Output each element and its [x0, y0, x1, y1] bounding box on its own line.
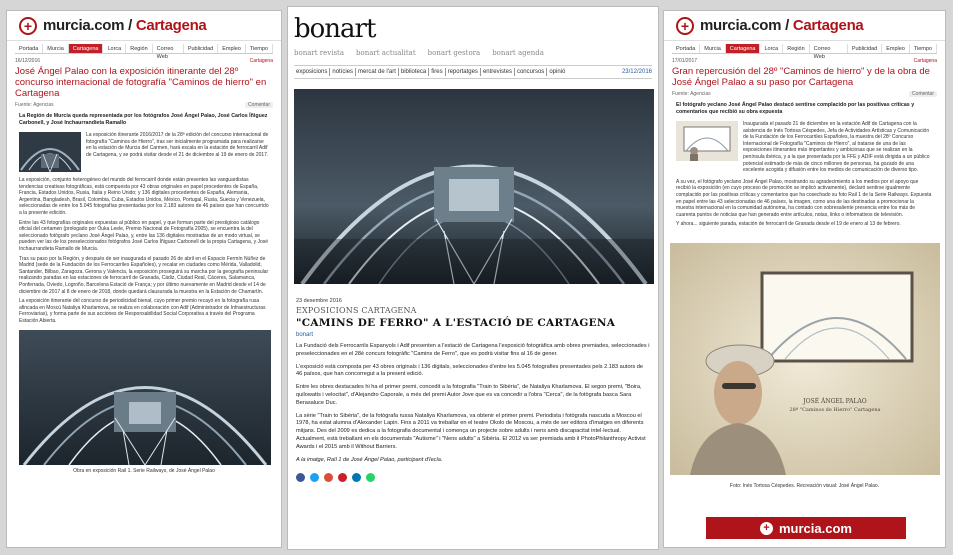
- nav-item[interactable]: reportatges: [446, 68, 481, 76]
- nav-item[interactable]: biblioteca: [399, 68, 429, 76]
- article-paragraph: La exposición, conjunto heterogéneo del mundo del ferrocarril donde están presentes las vanguardistas tendencias creativas fotográficas, está compuesta por 43 obras originales en papel procedentes de España, Francia, Estados Unidos, Rusia, Italia y Reino Unido; y 136 digitales procedentes de España, Alemania, Argentina, Bangladesh, Brasil, Colombia, Cuba, Estados Unidos, México, Portugal, Rusia, Suecia y Venezuela, seleccionadas de entre los 5.045 fotografías presentadas por los 2.183 autores de 46 países que han concurrido a la presente edición.: [19, 177, 269, 216]
- bonart-main-nav: [294, 65, 652, 79]
- intro-row: [19, 132, 269, 172]
- nav-item[interactable]: Portada: [672, 44, 700, 53]
- station-thumbnail: [19, 132, 81, 172]
- murcia-logo-icon: +: [19, 17, 37, 35]
- nav-item[interactable]: Publicidad: [184, 44, 218, 53]
- comment-button[interactable]: Comentar: [245, 102, 273, 108]
- article-paragraph: La Fundació dels Ferrocarrils Espanyols i Adif presenten a l'estació de Cartagena l'exposició fotogràfica amb obres premiades, seleccionades i preseleccionades en el 28è concurs fotogràfic "Camins de Ferro", que es podrà visitar fins al 16 de gener.: [296, 343, 650, 357]
- article-date: 23 desembre 2016: [296, 298, 342, 304]
- article-source-row: [15, 102, 273, 108]
- linkedin-icon[interactable]: [352, 473, 361, 482]
- portrait-caption: Foto: Inés Tortosa Céspedes. Recreación visual: José Ángel Palao.: [729, 482, 880, 489]
- twitter-icon[interactable]: [310, 473, 319, 482]
- site-logo[interactable]: murcia.com / Cartagena: [43, 17, 207, 34]
- article-meta: [15, 58, 273, 64]
- article-paragraph: Tras su paso por la Región, y después de ser inaugurada el pasado 26 de abril en el Espacio Fermín Núñez de Madrid (sede de la Fundación de los Ferrocarriles Españoles), y recalar en ciudades como Mérida, Valladolid, Santander, Bilbao, Zaragoza, Gerona y Valencia, la exposición proseguirá su marcha por la geografía peninsular realizando paradas en las estaciones de ferrocarril de Granada, Cádiz, Ciudad Real, Cáceres, Salamanca, Ponferrada, Oviedo, Logroño, Barcelona Estació de França; y por último nuevamente en Madrid desde el 14 de diciembre de 2017 al 8 de enero de 2018, donde quedará clausurada la muestra en la Estación de Chamartín.: [19, 255, 269, 295]
- article-meta: [672, 58, 937, 64]
- intro-row: [676, 121, 933, 174]
- bonart-logo[interactable]: bonart: [294, 14, 376, 44]
- main-nav: [672, 44, 937, 60]
- nav-item[interactable]: Tiempo: [246, 44, 273, 53]
- nav-item[interactable]: Tiempo: [910, 44, 937, 53]
- nav-item[interactable]: Lorca: [760, 44, 783, 53]
- bonart-header: [288, 7, 658, 47]
- article-title: Gran repercusión del 28º "Caminos de hierro" y de la obra de José Ángel Palao a su paso por Cartagena: [672, 66, 930, 88]
- article-paragraph: Inaugurada el pasado 21 de diciembre en la estación Adif de Cartagena con la asistencia de Inés Tortosa Céspedes, Jefa de Actividades Artísticas y Comunicación de la Fundación de los Ferrocarriles Españoles, la muestra del 28º Concurso Internacional de Fotografía "Caminos de Hierro", al tratarse de una de las exposiciones itinerantes más importantes y ambiciosas que se realizan en la península ibérica, y a la que presentada por la FFE y ADIF está dirigida a un público potencial estimado de más de cinco millones de personas, ha gozado de una excelente acogida y difusión entre los medios de comunicación de diverso tipo.: [743, 121, 930, 174]
- signature-subtitle: 28º "Caminos de Hierro" Cartagena: [789, 406, 881, 413]
- article-section[interactable]: Cartagena: [249, 58, 273, 64]
- article-paragraph: La exposición itinerante del concurso de periodicidad bienal, cuyo primer premio recayó en la fotografía rusa afincada en Moscú Nataliya Kharlamova, se realiza en colaboración con Adif (Administrador de Infraestructuras Ferroviarias), y forma parte de sus acciones de Responsabilidad Social Corporativa a través del Programa Estación Abierta.: [19, 298, 266, 324]
- murcia-article-left: [6, 10, 282, 548]
- photographer-portrait: [670, 243, 940, 475]
- banner-text: murcia.com: [779, 520, 852, 536]
- article-paragraph: Entre les obres destacades hi ha el primer premi, concedit a la fotografia "Train to Sibèria", de Nataliya Kharlamova. El segon premi, "Boira, quilowatts i velocitat", d'Alejandro Caporale, a més del premi Autor Jove que es va concedir a l'obra "Cerca", de la fotògrafa basca Sara Berasaluce Duc.: [296, 384, 642, 406]
- article-source: Fuente: Agencias: [672, 91, 711, 97]
- nav-item[interactable]: Lorca: [103, 44, 126, 53]
- signature-name: JOSÉ ÁNGEL PALAO: [803, 397, 867, 405]
- nav-item[interactable]: notícies: [330, 68, 356, 76]
- social-share: [296, 473, 650, 482]
- nav-item-active[interactable]: Cartagena: [726, 44, 761, 53]
- article-source-row: [672, 91, 937, 97]
- nav-date: 23/12/2016: [621, 69, 652, 75]
- comment-button[interactable]: Comentar: [909, 91, 937, 97]
- article-title: "CAMINS DE FERRO" A L'ESTACIÓ DE CARTAGENA: [296, 317, 616, 329]
- subnav-item[interactable]: bonart agenda: [492, 49, 544, 57]
- article-paragraph: L'exposició està composta per 43 obres originals i 136 digitals, seleccionades d'entre les 5.045 fotografies presentades pels 2.183 autors de 46 països, que han concorregut a la present edició.: [296, 363, 643, 378]
- nav-item[interactable]: concursos: [515, 68, 547, 76]
- nav-item[interactable]: Publicidad: [848, 44, 882, 53]
- article-date: 16/12/2016: [15, 58, 41, 64]
- facebook-icon[interactable]: [296, 473, 305, 482]
- subnav-item[interactable]: bonart gestora: [427, 49, 481, 57]
- site-header: [664, 11, 945, 41]
- article-category[interactable]: EXPOSICIONS CARTAGENA: [296, 306, 417, 315]
- nav-links: [294, 68, 567, 76]
- station-photo: [19, 330, 271, 465]
- article-paragraph: La exposición itinerante 2016/2017 de la 28ª edición del concurso internacional de fotografía "Caminos de Hierro", tras ser inicialmente programada para realizarse en la estación de Murcia del Carmen, hará escala en la estación de ferrocarril Adif de Cartagena, y se podrá visitar desde el 21 de diciembre al 19 de enero de 2017.: [86, 132, 269, 158]
- article-author[interactable]: bonart: [296, 332, 314, 338]
- murcia-logo-icon: +: [676, 17, 694, 35]
- site-header: [7, 11, 281, 41]
- photo-caption: Obra en exposición Rail 1. Serie Railways, de José Ángel Palao: [73, 468, 215, 475]
- murcia-logo-icon: +: [760, 522, 773, 535]
- article-paragraph: Entre las 43 fotografías originales expuestas al público en papel, y que forman parte del prestigioso catálogo oficial del certamen (prologado por Óuka Leele, Premio Nacional de Fotografía 2005), se encuentra la del seleccionado fotógrafo yeclano José Ángel Palao, y, entre las 136 digitales mostradas de un modo virtual, se pueden ver las de los preseleccionados fotógrafos José Carlos Íñiguez Carbonell de la propia Cartagena, y José Inchaurrandieta Ramallo de Murcia.: [19, 219, 269, 252]
- nav-item[interactable]: fires: [429, 68, 445, 76]
- article-date: 17/01/2017: [672, 58, 698, 64]
- nav-item[interactable]: Portada: [15, 44, 43, 53]
- article-paragraph: Y ahora... siguiente parada, estación de ferrocarril de Granada desde el 19 de enero al 13 de febrero.: [676, 221, 901, 228]
- article-source: Fuente: Agencias: [15, 102, 54, 108]
- article-paragraph: La sèrie "Train to Sibèria", de la fotògrafa russa Nataliya Kharlamova, va obtenir el primer premi. Periodista i fotògrafa nascuda a Moscou el 1978, ha estat alumna d'Alexander Lapin. Fins a 2011 va treballar en el teatre Okolo de Moscou, a més de ser editora d'imatges en diferents mitjans. Des del 2009 es dedica a la fotografia documental i comença un projecte sobre adults i nens amb discapacitat intel·lectual. Actualment, està treballant en els documentals "Autisme" i "Nens adults" a Sibèria. El 2012 va ser premiada amb il PhotoPhilanthropy Activist Awards i el 2015 amb il Without Barriers.: [296, 412, 646, 450]
- nav-item[interactable]: Murcia: [700, 44, 726, 53]
- main-nav: [15, 44, 273, 60]
- murcia-article-right: [663, 10, 946, 548]
- article-image-credit: A la imatge, Raïl 1 de José Ángel Palao, participant d'Iecla.: [296, 456, 443, 463]
- nav-item[interactable]: Región: [783, 44, 809, 53]
- subnav-item[interactable]: bonart revista: [294, 49, 345, 57]
- nav-item[interactable]: exposicions: [294, 68, 330, 76]
- nav-item[interactable]: Empleo: [882, 44, 910, 53]
- nav-item[interactable]: Murcia: [43, 44, 69, 53]
- article-paragraph: A su vez, el fotógrafo yeclano José Ángel Palao, mostrando su agradecimiento a los medios por el apoyo que recibió la exposición (en cuyo proceso de promoción se implicó activamente), declaró sentirse igualmente complacido por las positivas críticas y comentarios que ha cosechado su foto Rail 1 de la Serie Railways. Expuesta en papel entre las 43 seleccionadas de 46 países, la imagen, como una de las destinadas a promocionar la muestra internacional en la comunidad autónoma, ha contado con sobresaliente presencia entre los más de cuarenta puntos de noticias que han generado entre artículos, notas, links o informativos de televisión.: [676, 178, 932, 218]
- article-lead: El fotógrafo yeclano José Ángel Palao destacó sentirse complacido por las positivas críticas y comentarios que recibió su obra expuesta: [676, 102, 915, 115]
- nav-item-active[interactable]: Cartagena: [69, 44, 104, 53]
- subnav-item[interactable]: bonart actualitat: [356, 49, 416, 57]
- nav-item[interactable]: Empleo: [218, 44, 246, 53]
- nav-item[interactable]: mercat de l'art: [356, 68, 399, 76]
- site-logo[interactable]: murcia.com / Cartagena: [700, 17, 864, 34]
- nav-item[interactable]: Correo Web: [153, 44, 184, 53]
- nav-item[interactable]: entrevistes: [481, 68, 515, 76]
- murcia-banner[interactable]: [706, 517, 906, 539]
- nav-item[interactable]: Región: [126, 44, 152, 53]
- article-section[interactable]: Cartagena: [913, 58, 937, 64]
- nav-item[interactable]: Correo Web: [810, 44, 848, 53]
- exhibition-thumbnail: [676, 121, 738, 161]
- hero-photo: [294, 89, 654, 284]
- nav-item[interactable]: opinió: [549, 69, 566, 75]
- whatsapp-icon[interactable]: [366, 473, 375, 482]
- bonart-subnav: [288, 49, 658, 57]
- article-title: José Ángel Palao con la exposición itinerante del 28º concurso internacional de fotografía "Caminos de hierro" en Cartagena: [15, 66, 267, 99]
- article-lead: La Región de Murcia queda representada por los fotógrafos José Ángel Palao, José Carlos Íñiguez Carbonell, y José Inchaurrandieta Ramallo: [19, 113, 268, 126]
- pinterest-icon[interactable]: [338, 473, 347, 482]
- google-plus-icon[interactable]: [324, 473, 333, 482]
- bonart-article: [287, 6, 659, 550]
